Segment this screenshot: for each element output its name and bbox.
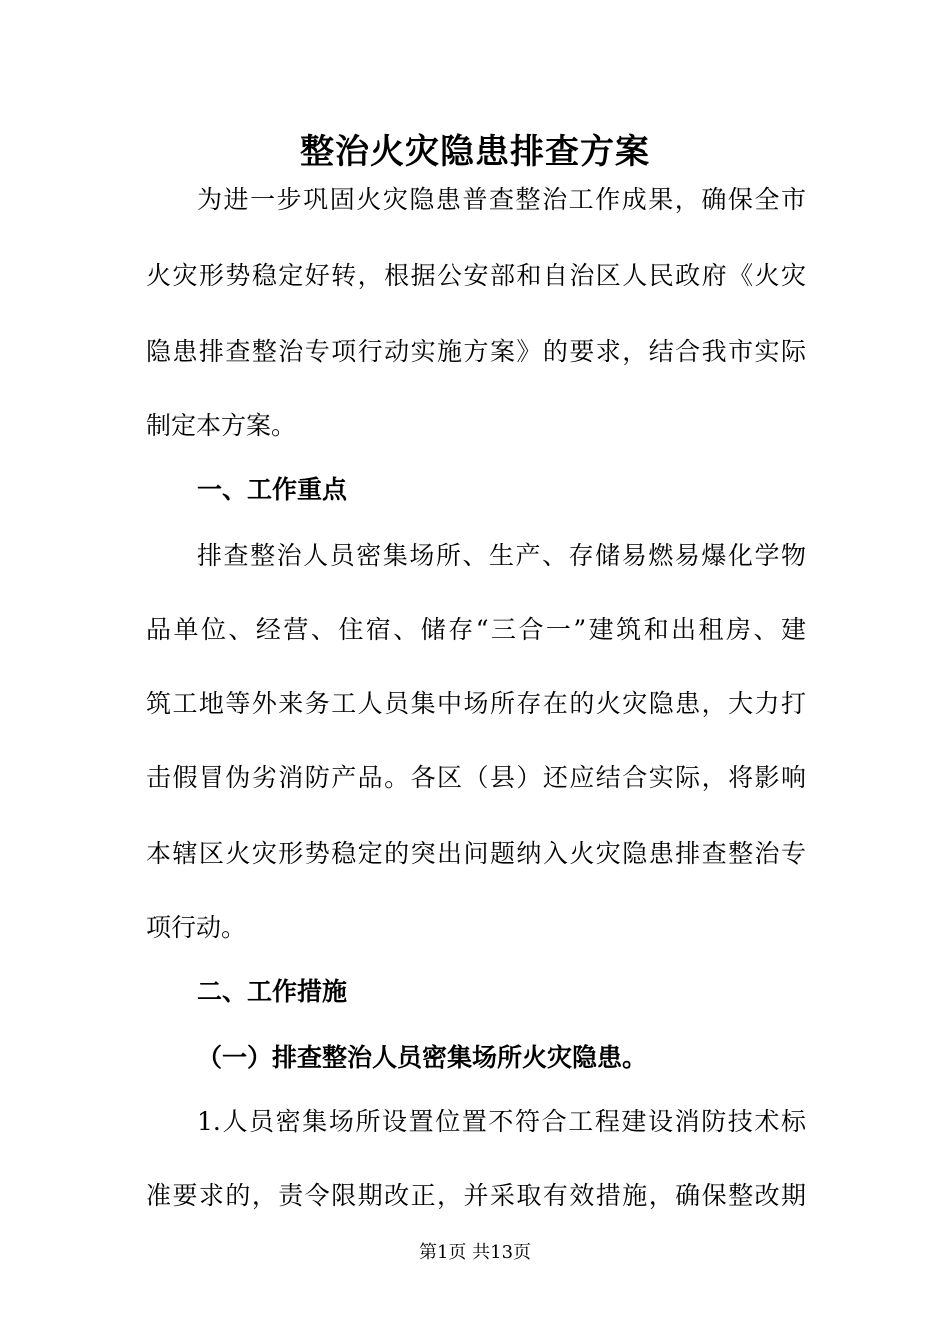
page-number-footer: 第1页 共13页 — [418, 1242, 532, 1263]
section-2-line-1: 1.人员密集场所设置位置不符合工程建设消防技术标 — [197, 1107, 806, 1136]
section-2-subheading: （一）排查整治人员密集场所火灾隐患。 — [197, 1043, 648, 1072]
intro-line-3: 隐患排查整治专项行动实施方案》的要求，结合我市实际 — [146, 337, 806, 366]
intro-line-2: 火灾形势稳定好转，根据公安部和自治区人民政府《火灾 — [146, 261, 806, 290]
section-1-line-6: 项行动。 — [146, 913, 247, 942]
section-1-line-5: 本辖区火灾形势稳定的突出问题纳入火灾隐患排查整治专 — [146, 839, 806, 868]
section-2-line-2: 准要求的，责令限期改正，并采取有效措施，确保整改期 — [146, 1181, 806, 1210]
section-1-line-2: 品单位、经营、住宿、储存“三合一”建筑和出租房、建 — [146, 615, 806, 644]
section-1-line-1: 排查整治人员密集场所、生产、存储易燃易爆化学物 — [197, 541, 806, 570]
intro-line-1: 为进一步巩固火灾隐患普查整治工作成果，确保全市 — [197, 185, 806, 214]
section-1-line-3: 筑工地等外来务工人员集中场所存在的火灾隐患，大力打 — [146, 689, 806, 718]
intro-line-4: 制定本方案。 — [146, 411, 297, 440]
section-2-heading: 二、工作措施 — [197, 977, 348, 1006]
section-1-line-4: 击假冒伪劣消防产品。各区（县）还应结合实际，将影响 — [146, 763, 806, 792]
document-title: 整治火灾隐患排查方案 — [300, 132, 650, 172]
section-1-heading: 一、工作重点 — [197, 475, 348, 504]
